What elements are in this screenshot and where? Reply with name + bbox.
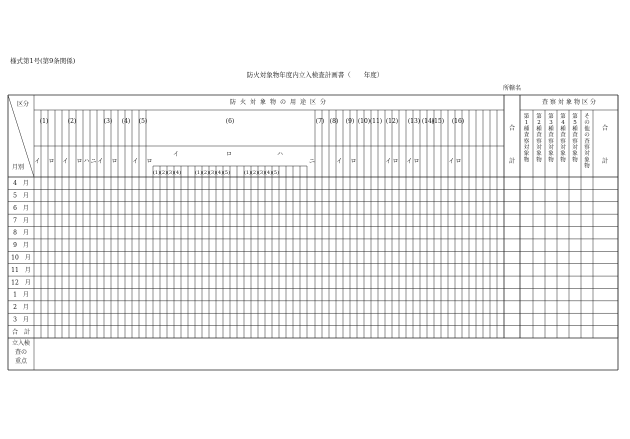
month-label-3: 7 月 (13, 217, 29, 225)
kana-label-5: ニ (90, 158, 97, 165)
kana-label-1: ロ (48, 158, 55, 165)
usage-group-col-10: (10) (357, 118, 371, 125)
usage-group-col-1: (1) (39, 118, 49, 125)
month-label-0: 4 月 (13, 180, 29, 188)
document-title: 防火対象物年度内立入検査計画書（ 年度） (246, 71, 384, 79)
group6-sub-2-1: (2) (250, 170, 259, 176)
kana-label-6: イ (97, 158, 104, 165)
month-label-9: 1 月 (13, 291, 29, 299)
group6-sub-1-1: (2) (201, 170, 210, 176)
form-number: 様式第1号(第9条関係) (10, 57, 76, 65)
inspection-category-2: 第 2 種査察対象物 (536, 114, 542, 164)
group6-sub-0-0: (1) (152, 170, 161, 176)
kana-label-3: ロ (76, 158, 83, 165)
month-label-6: 10 月 (11, 254, 31, 262)
usage-total-top: 合 (508, 125, 516, 132)
usage-group-col-7: (7) (315, 118, 325, 125)
group6-sub-1-3: (4) (215, 170, 224, 176)
inspection-category-1: 第 1 種査察対象物 (523, 114, 530, 164)
month-label-4: 8 月 (13, 229, 29, 237)
month-label-1: 5 月 (13, 192, 29, 200)
usage-group-col-16: (16) (451, 118, 465, 125)
inspection-category-4: 第 4 種査察対象物 (560, 114, 566, 164)
usage-group-col-6: (6) (225, 118, 235, 125)
corner-kubun-label: 区分 (16, 101, 30, 108)
inspection-category-5: 第 5 種査察対象物 (572, 114, 578, 164)
usage-group-col-9: (9) (345, 118, 355, 125)
group6-sub-2-2: (3) (257, 170, 266, 176)
corner-month-label: 月別 (11, 164, 25, 171)
month-label-2: 6 月 (13, 204, 29, 212)
group6-sub-1-4: (5) (222, 170, 231, 176)
month-label-8: 12 月 (11, 279, 31, 287)
kana-label-11: ロ (350, 158, 357, 165)
group6-ha-label: ハ (276, 151, 284, 158)
usage-group-col-15: (15) (431, 118, 445, 125)
group6-ni-label: ニ (308, 158, 316, 165)
usage-group-col-2: (2) (67, 118, 77, 125)
usage-group-col-4: (4) (121, 118, 131, 125)
group6-sub-2-0: (1) (243, 170, 252, 176)
kana-label-7: ロ (111, 158, 118, 165)
inspection-category-3: 第 3 種査察対象物 (548, 114, 554, 164)
kana-label-9: ロ (146, 158, 153, 165)
group6-sub-1-0: (1) (194, 170, 203, 176)
kana-label-13: ロ (392, 158, 399, 165)
group6-sub-0-3: (4) (173, 170, 182, 176)
inspection-section-title: 査察対象物区分 (541, 99, 599, 106)
usage-group-col-8: (8) (329, 118, 339, 125)
group6-sub-2-3: (4) (264, 170, 273, 176)
month-label-11: 3 月 (13, 316, 29, 324)
month-label-7: 11 月 (11, 266, 31, 274)
focus-label-line-0: 立入検 (11, 340, 31, 347)
usage-group-col-3: (3) (103, 118, 113, 125)
kana-label-12: イ (385, 158, 392, 165)
group6-ro-label: ロ (225, 151, 233, 158)
usage-group-col-14: (14) (421, 118, 435, 125)
kana-label-0: イ (34, 158, 41, 165)
usage-group-col-5: (5) (138, 118, 148, 125)
group6-sub-1-2: (3) (208, 170, 217, 176)
focus-label-line-2: 重点 (14, 358, 28, 365)
usage-section-title: 防火対象物の用途区分 (229, 99, 331, 106)
usage-group-col-11: (11) (369, 118, 383, 125)
kana-label-14: イ (406, 158, 413, 165)
inspection-category-6: その他の査察対象物 (584, 114, 590, 170)
group6-i-label: イ (172, 151, 180, 158)
kana-label-10: イ (336, 158, 343, 165)
inspection-total-top: 合 (601, 125, 609, 132)
kana-label-2: イ (62, 158, 69, 165)
month-label-12: 合 計 (11, 328, 31, 336)
month-label-5: 9 月 (13, 242, 29, 250)
jurisdiction-label: 所轄名 (503, 85, 522, 92)
kana-label-8: イ (132, 158, 139, 165)
usage-group-col-13: (13) (407, 118, 421, 125)
usage-total-bottom: 計 (508, 158, 516, 165)
group6-sub-0-2: (3) (166, 170, 175, 176)
kana-label-4: ハ (83, 158, 90, 165)
month-label-10: 2 月 (13, 304, 29, 312)
usage-group-col-12: (12) (385, 118, 399, 125)
kana-label-17: ロ (455, 158, 462, 165)
inspection-total-bottom: 計 (601, 158, 609, 165)
group6-sub-0-1: (2) (159, 170, 168, 176)
group6-sub-2-4: (5) (271, 170, 280, 176)
kana-label-15: ロ (413, 158, 420, 165)
focus-label-line-1: 査の (14, 349, 28, 356)
kana-label-16: イ (448, 158, 455, 165)
